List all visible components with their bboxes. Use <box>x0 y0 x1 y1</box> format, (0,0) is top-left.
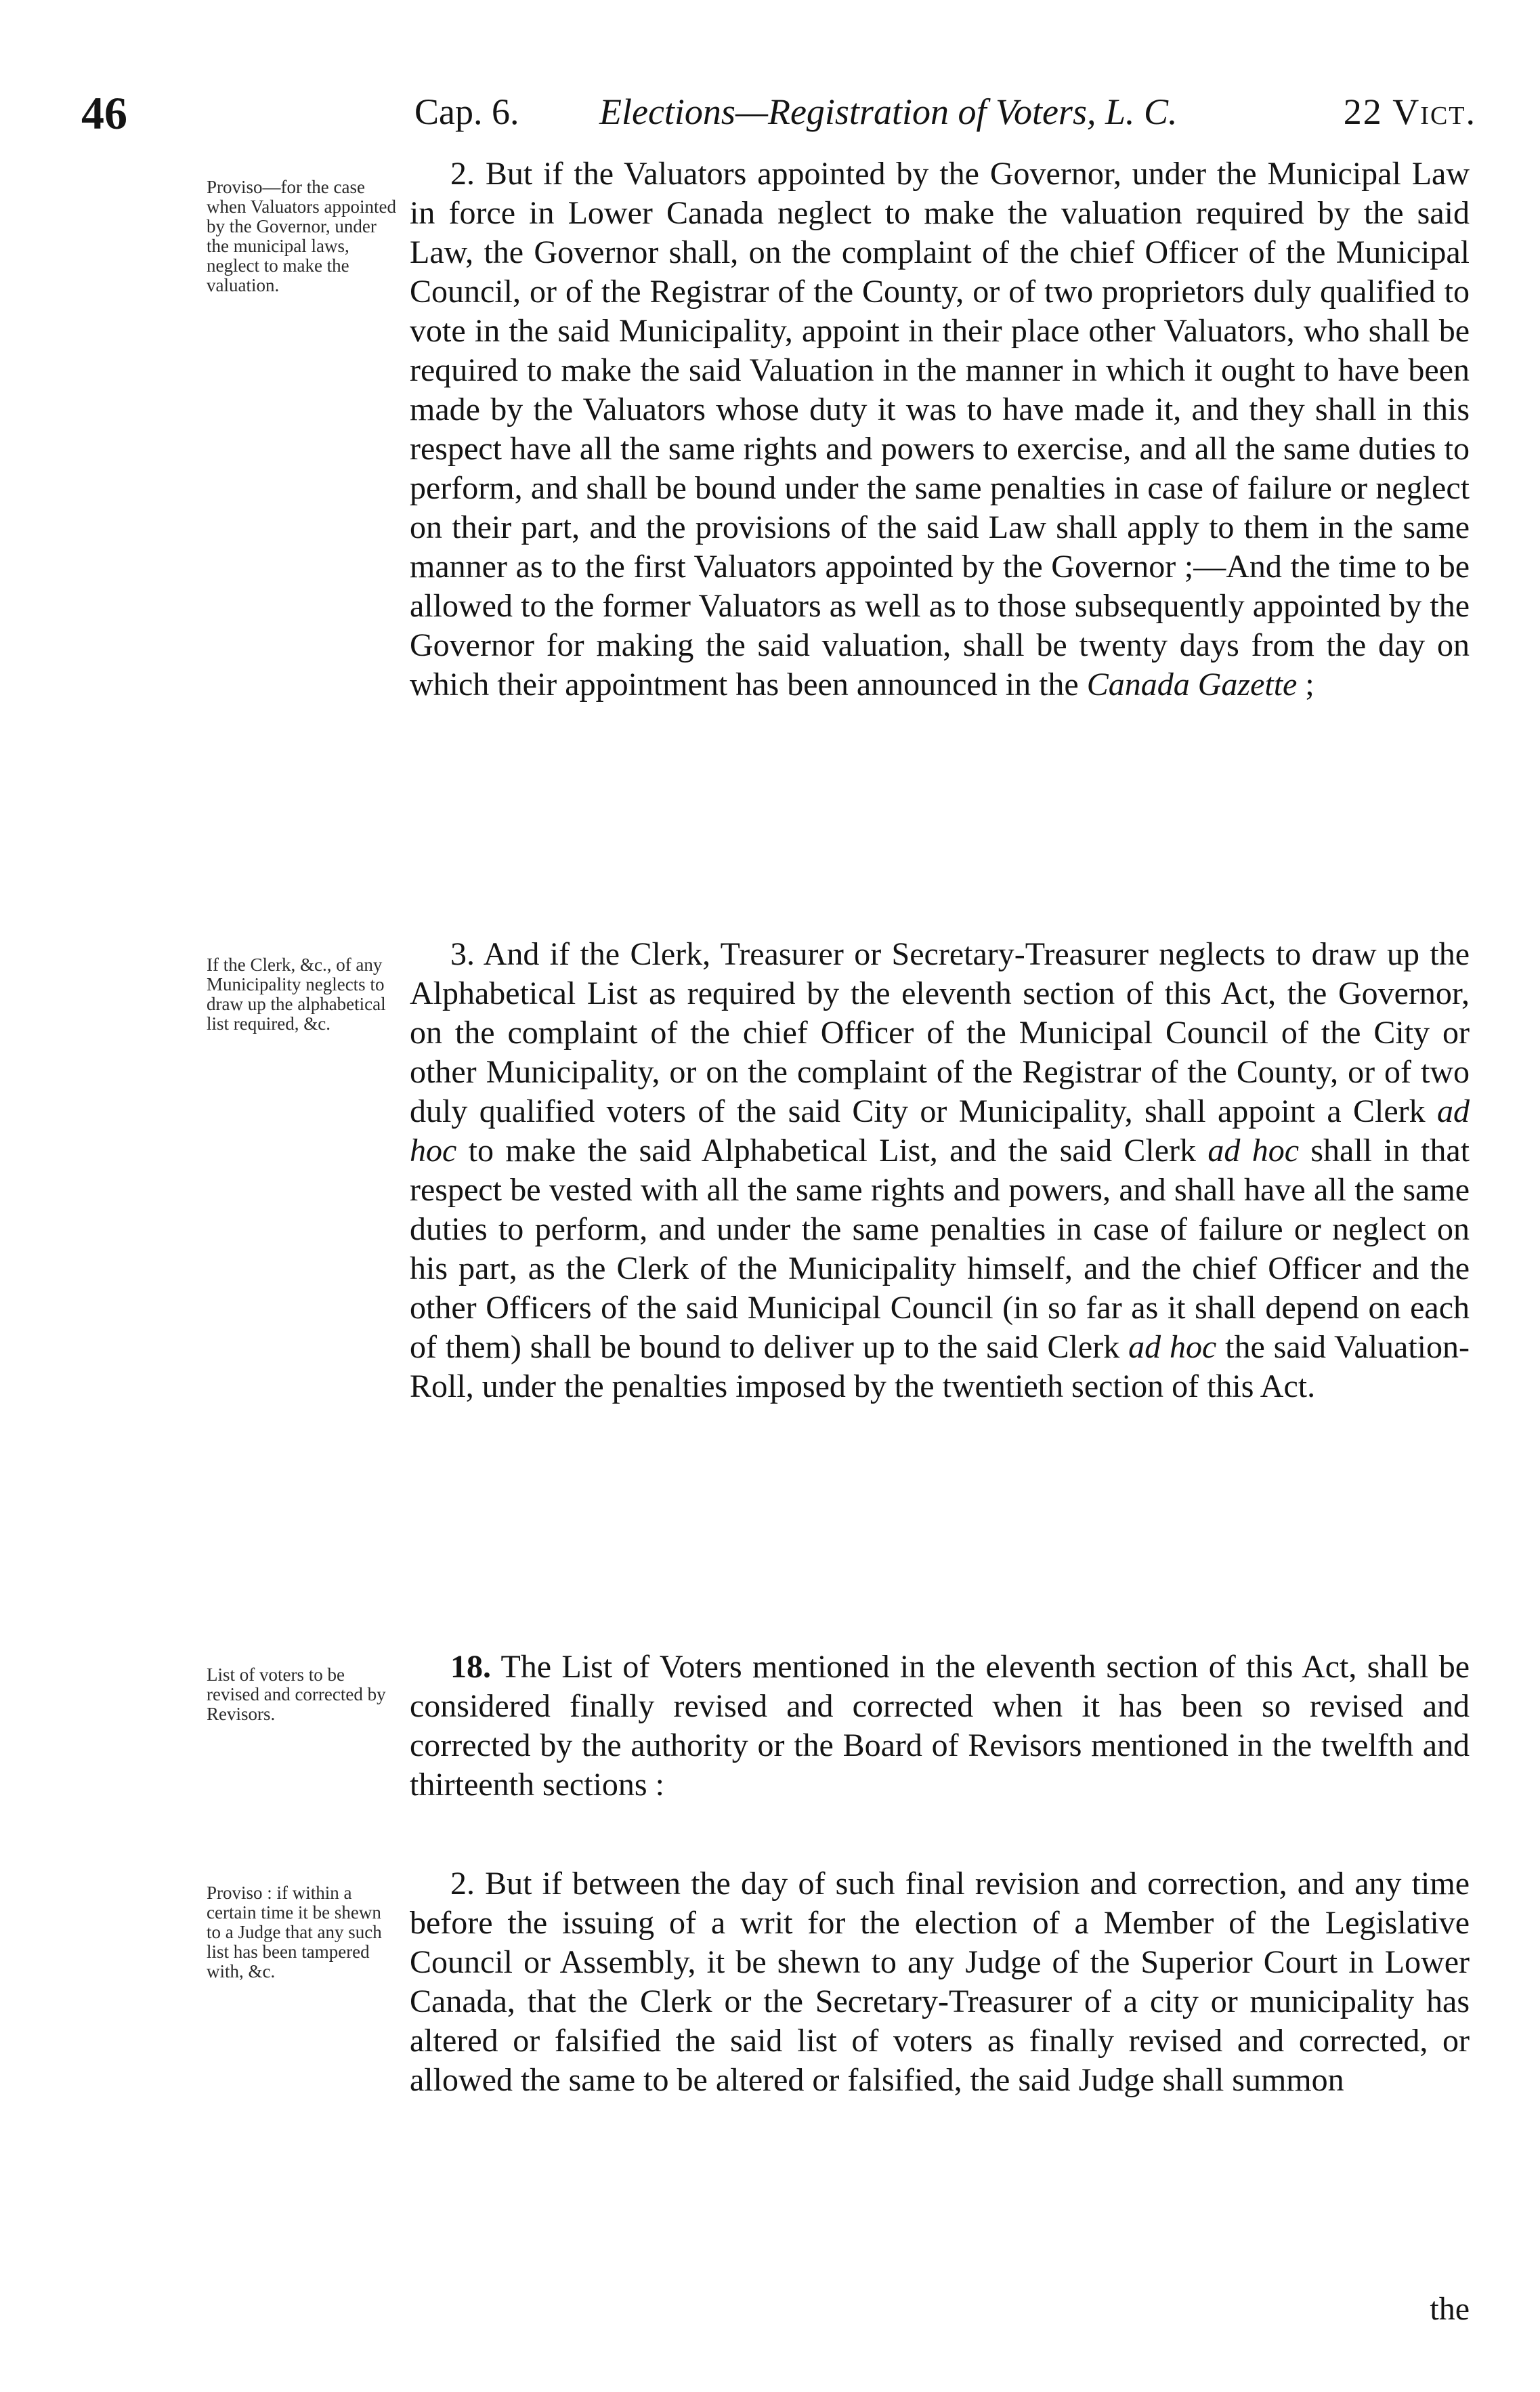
section-paragraph <box>410 154 1470 705</box>
paragraph-text: shall in that respect be vested with all the same rights and powers, and shall have all the same duties to perform, and under the same penalties in case of failure or neglect on his part, as the Clerk of the Municipality himself, and the chief Officer and the other Officers of the said Municipal Council (in so far as it shall depend on each of them) shall be bound to deliver up to the said Clerk <box>410 1133 1470 1365</box>
margin-note: Proviso : if within a certain time it be shewn to a Judge that any such list has been tampered with, &c. <box>207 1883 382 1981</box>
paragraph-text: to make the said Alphabetical List, and the said Clerk <box>456 1133 1208 1169</box>
paragraph-text: But if the Valuators appointed by the Governor, under the Municipal Law in force in Lower Canada neglect to make the valuation required by the said Law, the Governor shall, on the complaint of the chief Officer of the Municipal Council, or of the Registrar of the County, or of two proprietors duly qualified to vote in the said Municipality, appoint in their place other Valuators, who shall be required to make the said Valuation in the manner in which it ought to have been made by the Valuators whose duty it was to have made it, and they shall in this respect have all the same rights and powers to exercise, and all the same duties to perform, and shall be bound under the same penalties in case of failure or neglect on their part, and the provisions of the said Law shall apply to them in the same manner as to the first Valuators appointed by the Governor ;—And the time to be allowed to the former Valuators as well as to those subsequently appointed by the Governor for making the said valuation, shall be twenty days from the day on which their appointment has been announced in the <box>410 156 1470 702</box>
running-title: Elections—Registration of Voters, L. C. <box>599 91 1178 132</box>
regnal-year: 22 Vict. <box>1343 91 1476 132</box>
section-number: 2. <box>450 1866 475 1902</box>
section-number: 2. <box>450 156 475 192</box>
section-number: 3. <box>450 936 475 972</box>
page-number: 46 <box>81 87 127 139</box>
chapter-label: Cap. 6. <box>414 91 519 132</box>
section-paragraph <box>410 1864 1470 2100</box>
italic-text: ad hoc <box>410 1093 1470 1169</box>
page-header <box>81 87 1476 148</box>
margin-note: List of voters to be revised and corrected by Revisors. <box>207 1664 386 1724</box>
catchword: the <box>1430 2291 1470 2327</box>
paragraph-text: the said Valuation-Roll, under the penalties imposed by the twentieth section of this Act. <box>410 1329 1470 1404</box>
paragraph-text: The List of Voters mentioned in the eleventh section of this Act, shall be considered finally revised and corrected when it has been so revised and corrected by the authority or the Board of Revisors mentioned in the twelfth and thirteenth sections : <box>410 1649 1470 1803</box>
margin-note: Proviso—for the case when Valuators appointed by the Governor, under the municipal laws, neglect to make the valuation. <box>207 177 396 295</box>
italic-text: ad hoc <box>1207 1133 1300 1169</box>
paragraph-text: But if between the day of such final revision and correction, and any time before the issuing of a writ for the election of a Member of the Legislative Council or Assembly, it be shewn to any Judge of the Superior Court in Lower Canada, that the Clerk or the Secretary-Treasurer of a city or municipality has altered or falsified the said list of voters as finally revised and corrected, or allowed the same to be altered or falsified, the said Judge shall summon <box>410 1866 1470 2098</box>
italic-text: Canada Gazette <box>1086 667 1298 702</box>
paragraph-text: And if the Clerk, Treasurer or Secretary-Treasurer neglects to draw up the Alphabetical List as required by the eleventh section of this Act, the Governor, on the complaint of the chief Officer of the Municipal Council of the City or other Municipality, or on the complaint of the Registrar of the County, or of two duly qualified voters of the said City or Municipality, shall appoint a Clerk <box>410 936 1470 1129</box>
section-paragraph <box>410 1648 1470 1805</box>
paragraph-text: ; <box>1297 667 1314 702</box>
section-number: 18. <box>450 1649 491 1685</box>
margin-note: If the Clerk, &c., of any Municipality neglects to draw up the alphabetical list required, &c. <box>207 954 386 1034</box>
italic-text: ad hoc <box>1128 1329 1217 1365</box>
section-paragraph <box>410 935 1470 1406</box>
